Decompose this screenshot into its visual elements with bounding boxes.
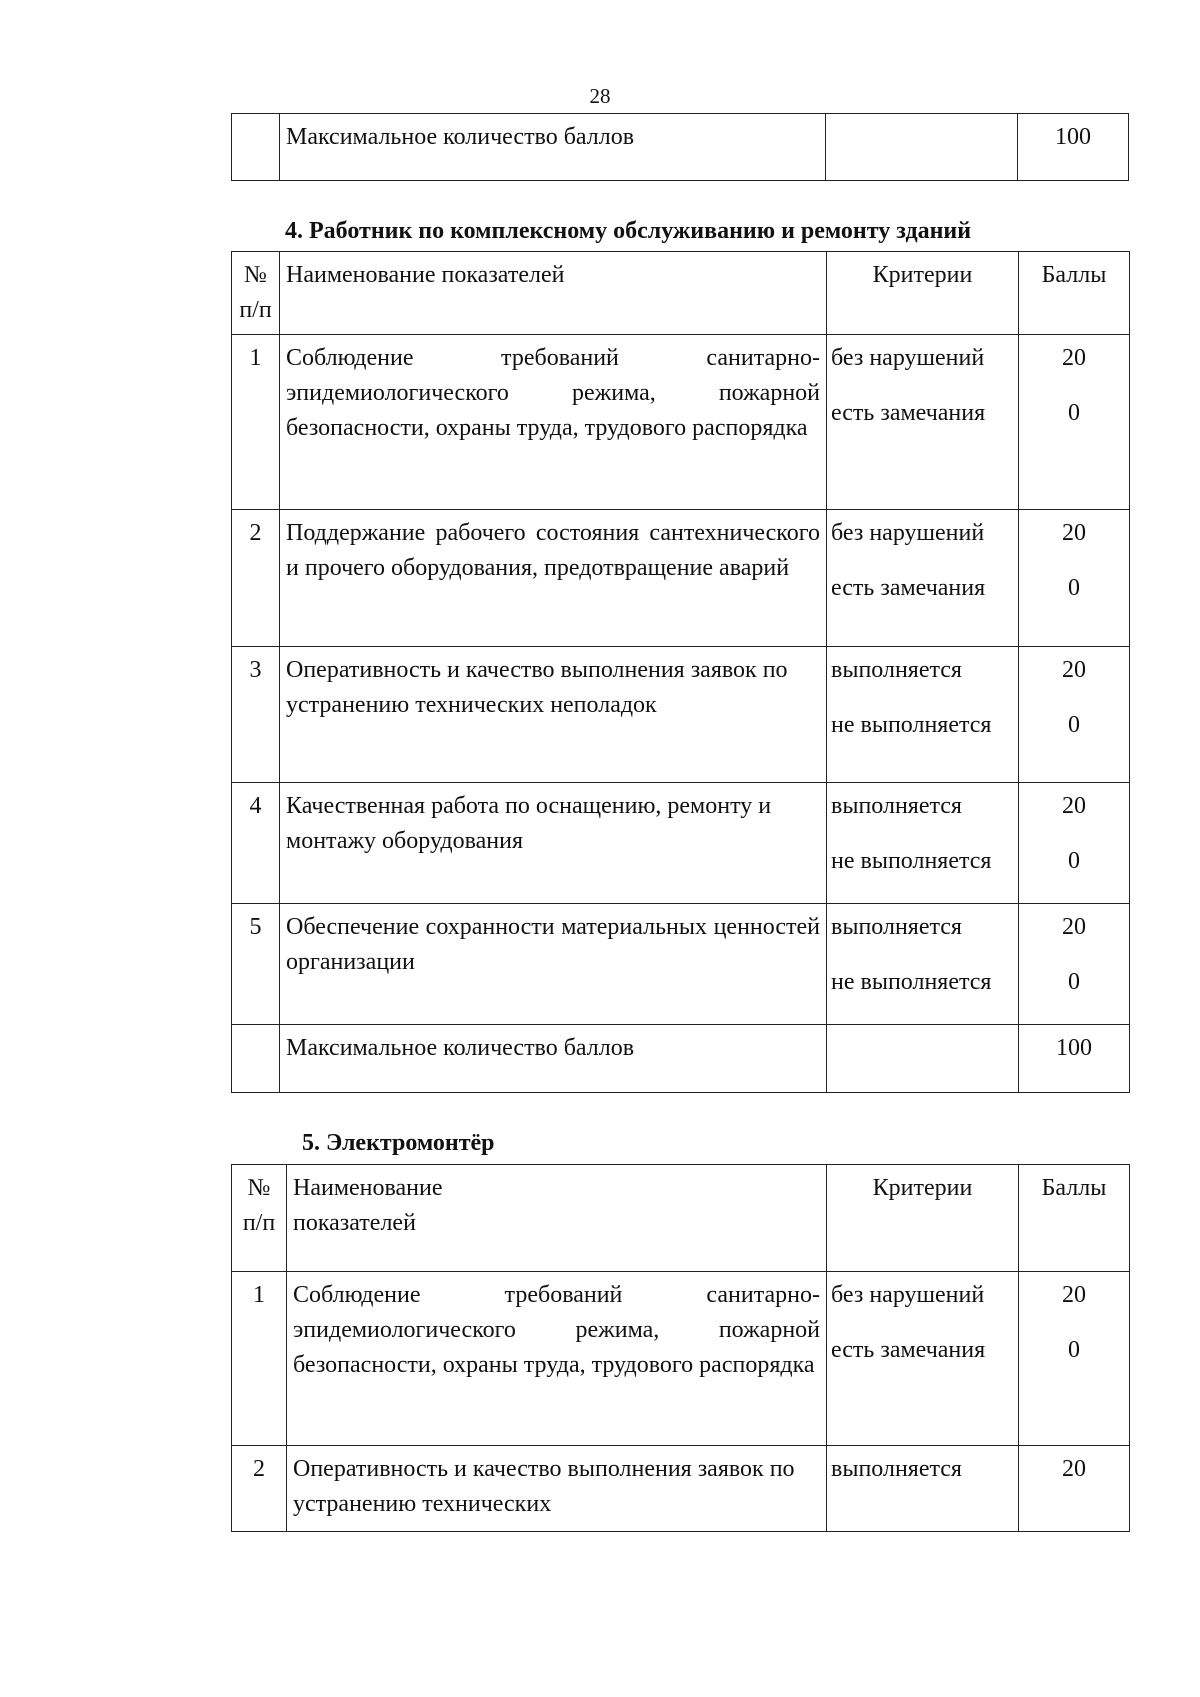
table-row xyxy=(232,904,1130,1025)
section-4-title: 4. Работник по комплексному обслуживанию и ремонту зданий xyxy=(285,218,972,244)
table-row xyxy=(232,335,1130,510)
points-cell xyxy=(1019,904,1130,1025)
points-pass: 20 xyxy=(1062,793,1086,819)
page-number: 28 xyxy=(589,84,611,108)
criteria-pass: выполняется xyxy=(831,657,962,683)
table-row xyxy=(232,783,1130,904)
points-fail: 0 xyxy=(1068,969,1080,995)
criteria-fail: не выполняется xyxy=(831,969,992,995)
max-points-value: 100 xyxy=(1018,114,1129,181)
points-cell xyxy=(1019,1272,1130,1446)
header-criteria: Критерии xyxy=(827,1165,1019,1272)
empty-cell xyxy=(826,114,1018,181)
header-points: Баллы xyxy=(1019,1165,1130,1272)
points-fail: 0 xyxy=(1068,1337,1080,1363)
criteria-fail: не выполняется xyxy=(831,712,992,738)
criteria-cell xyxy=(827,783,1019,904)
header-criteria: Критерии xyxy=(827,252,1019,335)
table-row xyxy=(232,1446,1130,1532)
criteria-cell xyxy=(827,647,1019,783)
criteria-pass: выполняется xyxy=(831,914,962,940)
points-cell xyxy=(1019,647,1130,783)
top-table xyxy=(231,113,1129,181)
points-cell xyxy=(1019,1446,1130,1532)
points-fail: 0 xyxy=(1068,848,1080,874)
section-5-title: 5. Электромонтёр xyxy=(302,1130,495,1156)
header-num: № п/п xyxy=(232,1165,287,1272)
points-cell xyxy=(1019,783,1130,904)
row-num: 2 xyxy=(232,510,280,647)
table-row xyxy=(232,114,1129,181)
points-fail: 0 xyxy=(1068,712,1080,738)
criteria-fail: не выполняется xyxy=(831,848,992,874)
header-row xyxy=(232,252,1130,335)
points-pass: 20 xyxy=(1062,657,1086,683)
row-num: 5 xyxy=(232,904,280,1025)
points-pass: 20 xyxy=(1062,914,1086,940)
criteria-pass: без нарушений xyxy=(831,520,985,546)
row-num: 4 xyxy=(232,783,280,904)
empty-cell xyxy=(232,114,280,181)
header-name: Наименование показателей xyxy=(280,252,827,335)
section-5-table xyxy=(231,1164,1130,1532)
criteria-fail: есть замечания xyxy=(831,400,986,426)
indicator-name: Качественная работа по оснащению, ремонту и монтажу оборудования xyxy=(280,783,827,904)
indicator-name: Оперативность и качество выполнения заявок по устранению технических xyxy=(287,1446,827,1532)
criteria-fail: есть замечания xyxy=(831,1337,986,1363)
criteria-pass: без нарушений xyxy=(831,345,985,371)
section-4-table xyxy=(231,251,1130,1093)
points-pass: 20 xyxy=(1062,345,1086,371)
criteria-fail: есть замечания xyxy=(831,575,986,601)
table-row xyxy=(232,510,1130,647)
header-name: Наименование показателей xyxy=(287,1165,827,1272)
max-points-label: Максимальное количество баллов xyxy=(280,114,826,181)
table-row xyxy=(232,647,1130,783)
points-fail: 0 xyxy=(1068,400,1080,426)
header-points: Баллы xyxy=(1019,252,1130,335)
max-points-label: Максимальное количество баллов xyxy=(280,1025,827,1093)
criteria-pass: без нарушений xyxy=(831,1282,985,1308)
criteria-pass: выполняется xyxy=(831,793,962,819)
max-points-value: 100 xyxy=(1019,1025,1130,1093)
criteria-cell xyxy=(827,510,1019,647)
total-row xyxy=(232,1025,1130,1093)
criteria-cell xyxy=(827,1446,1019,1532)
row-num: 3 xyxy=(232,647,280,783)
points-cell xyxy=(1019,510,1130,647)
table-row xyxy=(232,1272,1130,1446)
points-cell xyxy=(1019,335,1130,510)
indicator-name: Поддержание рабочего состояния сантехнического и прочего оборудования, предотвращение аварий xyxy=(280,510,827,647)
points-pass: 20 xyxy=(1062,1282,1086,1308)
indicator-name: Соблюдение требований санитарно-эпидемиологического режима, пожарной безопасности, охраны труда, трудового распорядка xyxy=(287,1272,827,1446)
criteria-cell xyxy=(827,904,1019,1025)
row-num: 1 xyxy=(232,335,280,510)
row-num: 2 xyxy=(232,1446,287,1532)
indicator-name: Оперативность и качество выполнения заявок по устранению технических неполадок xyxy=(280,647,827,783)
criteria-cell xyxy=(827,1272,1019,1446)
header-num: № п/п xyxy=(232,252,280,335)
points-pass: 20 xyxy=(1062,1456,1086,1482)
points-fail: 0 xyxy=(1068,575,1080,601)
indicator-name: Обеспечение сохранности материальных ценностей организации xyxy=(280,904,827,1025)
indicator-name: Соблюдение требований санитарно-эпидемиологического режима, пожарной безопасности, охраны труда, трудового распорядка xyxy=(280,335,827,510)
criteria-pass: выполняется xyxy=(831,1456,962,1482)
empty-cell xyxy=(232,1025,280,1093)
points-pass: 20 xyxy=(1062,520,1086,546)
empty-cell xyxy=(827,1025,1019,1093)
header-row xyxy=(232,1165,1130,1272)
row-num: 1 xyxy=(232,1272,287,1446)
criteria-cell xyxy=(827,335,1019,510)
